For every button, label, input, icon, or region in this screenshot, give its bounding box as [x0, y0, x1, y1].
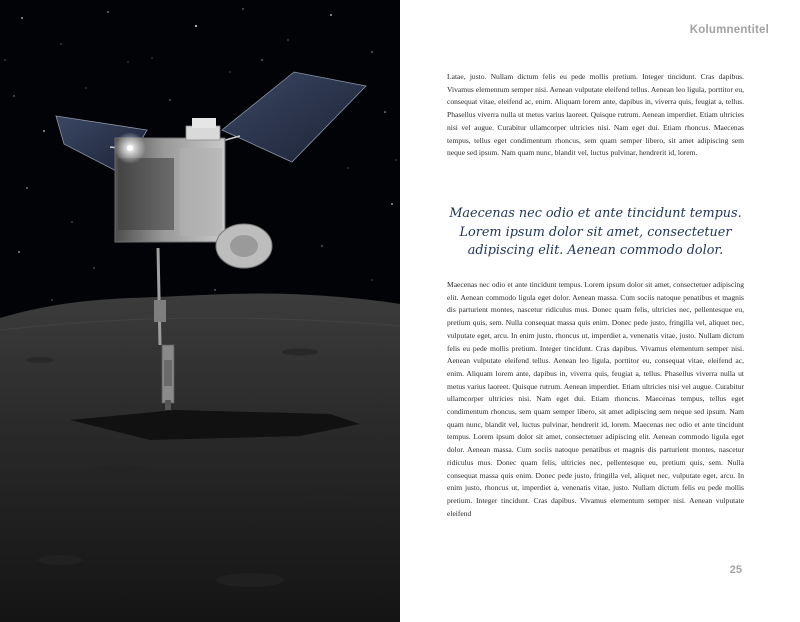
sampling-arm [158, 248, 160, 345]
right-solar-panel [222, 72, 366, 162]
body-paragraph-2: Maecenas nec odio et ante tincidunt tempus. Lorem ipsum dolor sit amet, consectetuer adipiscing elit. Aenean commodo ligula eget dolor. Aenean massa. Cum sociis natoque penatibus et magnis dis parturient montes, nascetur ridiculus mus. Donec quam felis, ultricies nec, pellentesque eu, pretium quis, sem. Nulla consequat massa quis enim. Donec pede justo, fringilla vel, aliquet nec, vulputate eget, arcu. In enim justo, rhoncus ut, imperdiet a, venenatis vitae, justo. Nullam dictum felis eu pede mollis pretium. Integer tincidunt. Cras dapibus. Vivamus elementum semper nisi. Aenean vulputate eleifend tellus. Aenean leo ligula, porttitor eu, consequat vitae, eleifend ac, enim. Aliquam lorem ante, dapibus in, viverra quis, feugiat a, tellus. Phasellus viverra nulla ut metus varius laoreet. Quisque rutrum. Aenean imperdiet. Etiam ultricies nisi vel augue. Curabitur ullamcorper ultricies nisi. Nam eget dui. Etiam rhoncus. Maecenas tempus, tellus eget condimentum rhoncus, sem quam semper libero, sit amet adipiscing sem neque sed ipsum. Nam quam nunc, blandit vel, luctus pulvinar, hendrerit id, lorem. Maecenas nec odio et ante tincidunt tempus. Lorem ipsum dolor sit amet, consectetuer adipiscing elit. Aenean commodo ligula eget dolor. Aenean massa. Cum sociis natoque penatibus et magnis dis parturient montes, nascetur ridiculus mus. Donec quam felis, ultricies nec, pellentesque eu, pretium quis, sem. Nulla consequat massa quis enim. Donec pede justo, fringilla vel, aliquet nec, vulputate eget, arcu. In enim justo, rhoncus ut, imperdiet a, venenatis vitae, justo. Nullam dictum felis eu pede mollis pretium. Integer tincidunt. Cras dapibus. Vivamus elementum semper nisi. Aenean vulputate eleifend [447, 280, 744, 518]
running-head: Kolumnentitel [689, 24, 769, 36]
text-page [400, 0, 800, 622]
body-paragraph-1: Latae, justo. Nullam dictum felis eu pede mollis pretium. Integer tincidunt. Cras dapibus. Vivamus elementum semper nisi. Aenean vulputate eleifend tellus. Aenean leo ligula, porttitor eu, consequat vitae, eleifend ac, enim. Aliquam lorem ante, dapibus in, viverra quis, feugiat a, tellus. Phasellus viverra nulla ut metus varius laoreet. Quisque rutrum. Aenean imperdiet. Etiam ultricies nisi vel augue. Curabitur ullamcorper ultricies nisi. Nam eget dui. Etiam rhoncus. Maecenas tempus, tellus eget condimentum rhoncus, sem quam semper libero, sit amet adipiscing sem neque sed ipsum. Nam quam nunc, blandit vel, luctus pulvinar, hendrerit id, lorem. [447, 72, 744, 158]
pull-quote: Maecenas nec odio et ante tincidunt tempus. Lorem ipsum dolor sit amet, consectetuer adipiscing elit. Aenean commodo dolor. [449, 206, 742, 258]
page-number: 25 [729, 564, 742, 576]
asteroid-surface [0, 293, 400, 622]
